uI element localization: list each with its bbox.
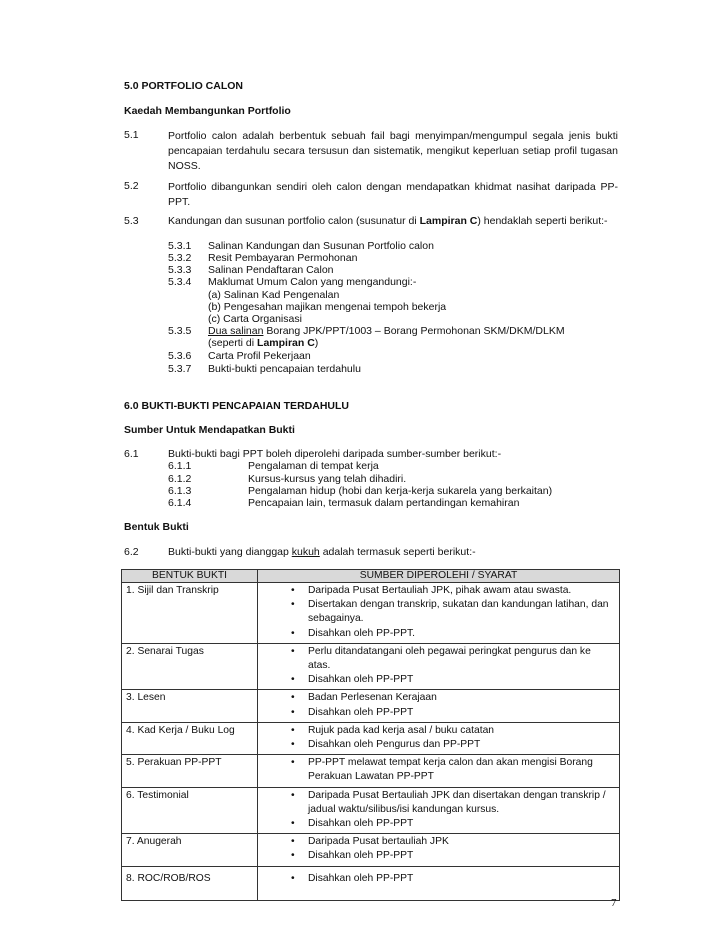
item-5-3-5-note: (seperti di Lampiran C) bbox=[208, 337, 319, 349]
row-conditions bbox=[258, 690, 620, 722]
row-label: 8. ROC/ROB/ROS bbox=[122, 866, 258, 900]
row-conditions bbox=[258, 722, 620, 754]
table-row bbox=[122, 643, 620, 690]
para-6-2-number: 6.2 bbox=[124, 546, 139, 558]
row-conditions bbox=[258, 755, 620, 787]
page-number: 7 bbox=[611, 897, 617, 909]
item-6-1-4-text: Pencapaian lain, termasuk dalam pertandingan kemahiran bbox=[248, 497, 520, 509]
item-5-3-4-number: 5.3.4 bbox=[168, 276, 192, 288]
list-item: • Daripada Pusat Bertauliah JPK dan disertakan dengan transkrip / jadual waktu/silibus/isi kandungan kursus. bbox=[308, 789, 615, 817]
para-5-2-number: 5.2 bbox=[124, 180, 139, 192]
row-label: 2. Senarai Tugas bbox=[122, 643, 258, 690]
para-5-3-text: Kandungan dan susunan portfolio calon (susunatur di Lampiran C) hendaklah seperti berikut:- bbox=[168, 215, 608, 227]
list-item: • Disahkan oleh PP-PPT bbox=[308, 706, 615, 720]
list-item: • Disahkan oleh PP-PPT. bbox=[308, 627, 615, 641]
column-header: SUMBER DIPEROLEHI / SYARAT bbox=[258, 570, 620, 583]
item-5-3-6-number: 5.3.6 bbox=[168, 350, 192, 362]
para-6-1-number: 6.1 bbox=[124, 448, 139, 460]
list-item: • Daripada Pusat Bertauliah JPK, pihak awam atau swasta. bbox=[308, 584, 615, 598]
item-5-3-1-text: Salinan Kandungan dan Susunan Portfolio calon bbox=[208, 240, 434, 252]
table-row bbox=[122, 866, 620, 900]
item-6-1-2-text: Kursus-kursus yang telah dihadiri. bbox=[248, 473, 407, 485]
section-6-subheading: Sumber Untuk Mendapatkan Bukti bbox=[124, 424, 295, 436]
item-6-1-3-number: 6.1.3 bbox=[168, 485, 192, 497]
item-5-3-7-text: Bukti-bukti pencapaian terdahulu bbox=[208, 363, 361, 375]
item-6-1-4-number: 6.1.4 bbox=[168, 497, 192, 509]
table-header-row bbox=[122, 570, 620, 583]
item-5-3-5-text: Dua salinan Borang JPK/PPT/1003 – Borang Permohonan SKM/DKM/DLKM bbox=[208, 325, 565, 337]
section-6-heading: 6.0 BUKTI-BUKTI PENCAPAIAN TERDAHULU bbox=[124, 400, 349, 412]
column-header: BENTUK BUKTI bbox=[122, 570, 258, 583]
list-item: • Disahkan oleh PP-PPT bbox=[308, 673, 615, 687]
para-5-3-number: 5.3 bbox=[124, 215, 139, 227]
section-5-subheading: Kaedah Membangunkan Portfolio bbox=[124, 105, 291, 117]
item-5-3-6-text: Carta Profil Pekerjaan bbox=[208, 350, 311, 362]
list-item: • Disahkan oleh Pengurus dan PP-PPT bbox=[308, 738, 615, 752]
para-6-1-text: Bukti-bukti bagi PPT boleh diperolehi daripada sumber-sumber berikut:- bbox=[168, 448, 502, 460]
item-5-3-4-text: Maklumat Umum Calon yang mengandungi:- bbox=[208, 276, 417, 288]
section-5-heading: 5.0 PORTFOLIO CALON bbox=[124, 80, 244, 92]
row-conditions bbox=[258, 643, 620, 690]
list-item: • Daripada Pusat bertauliah JPK bbox=[308, 835, 615, 849]
para-5-1-text: Portfolio calon adalah berbentuk sebuah fail bagi menyimpan/mengumpul segala jenis bukti pencapaian terdahulu secara tersusun dan sistematik, mengikut keperluan setiap profil tugasan NOSS. bbox=[168, 130, 618, 172]
item-5-3-2-text: Resit Pembayaran Permohonan bbox=[208, 252, 358, 264]
list-item: • Disertakan dengan transkrip, sukatan dan kandungan latihan, dan sebagainya. bbox=[308, 598, 615, 626]
para-5-2-text: Portfolio dibangunkan sendiri oleh calon dengan mendapatkan khidmat nasihat daripada PP-PPT. bbox=[168, 181, 618, 208]
item-6-1-2-number: 6.1.2 bbox=[168, 473, 192, 485]
item-6-1-1-text: Pengalaman di tempat kerja bbox=[248, 460, 379, 472]
list-item: • Rujuk pada kad kerja asal / buku catatan bbox=[308, 724, 615, 738]
row-label: 1. Sijil dan Transkrip bbox=[122, 583, 258, 644]
item-5-3-3-text: Salinan Pendaftaran Calon bbox=[208, 264, 334, 276]
bentuk-bukti-heading: Bentuk Bukti bbox=[124, 521, 189, 533]
list-item: • Disahkan oleh PP-PPT bbox=[308, 849, 615, 863]
row-label: 7. Anugerah bbox=[122, 834, 258, 866]
item-5-3-7-number: 5.3.7 bbox=[168, 363, 192, 375]
item-5-3-1-number: 5.3.1 bbox=[168, 240, 192, 252]
list-item: • Disahkan oleh PP-PPT bbox=[308, 872, 615, 886]
item-6-1-3-text: Pengalaman hidup (hobi dan kerja-kerja sukarela yang berkaitan) bbox=[248, 485, 553, 497]
list-item: • Badan Perlesenan Kerajaan bbox=[308, 691, 615, 705]
table-row bbox=[122, 787, 620, 834]
item-5-3-5-number: 5.3.5 bbox=[168, 325, 192, 337]
item-6-1-1-number: 6.1.1 bbox=[168, 460, 192, 472]
table-row bbox=[122, 834, 620, 866]
row-conditions bbox=[258, 866, 620, 900]
table-row bbox=[122, 722, 620, 754]
row-conditions bbox=[258, 787, 620, 834]
row-conditions bbox=[258, 583, 620, 644]
list-item: • PP-PPT melawat tempat kerja calon dan akan mengisi Borang Perakuan Lawatan PP-PPT bbox=[308, 756, 615, 784]
subitem-a: (a) Salinan Kad Pengenalan bbox=[208, 289, 340, 301]
list-item: • Perlu ditandatangani oleh pegawai peringkat pengurus dan ke atas. bbox=[308, 645, 615, 673]
table-row bbox=[122, 690, 620, 722]
row-label: 3. Lesen bbox=[122, 690, 258, 722]
list-item: • Disahkan oleh PP-PPT bbox=[308, 817, 615, 831]
table-row bbox=[122, 583, 620, 644]
row-label: 5. Perakuan PP-PPT bbox=[122, 755, 258, 787]
item-5-3-3-number: 5.3.3 bbox=[168, 264, 192, 276]
row-label: 4. Kad Kerja / Buku Log bbox=[122, 722, 258, 754]
row-label: 6. Testimonial bbox=[122, 787, 258, 834]
item-5-3-2-number: 5.3.2 bbox=[168, 252, 192, 264]
subitem-b: (b) Pengesahan majikan mengenai tempoh bekerja bbox=[208, 301, 447, 313]
subitem-c: (c) Carta Organisasi bbox=[208, 313, 302, 325]
para-6-2-text: Bukti-bukti yang dianggap kukuh adalah termasuk seperti berikut:- bbox=[168, 546, 476, 558]
evidence-table bbox=[121, 569, 620, 901]
row-conditions bbox=[258, 834, 620, 866]
para-5-1-number: 5.1 bbox=[124, 129, 139, 141]
table-row bbox=[122, 755, 620, 787]
